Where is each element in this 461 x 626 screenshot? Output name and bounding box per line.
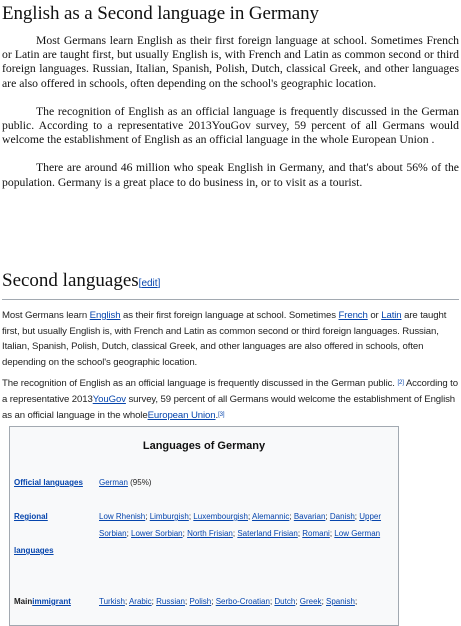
immigrant-language-link[interactable]: Russian bbox=[156, 597, 185, 606]
label-prefix: Main bbox=[14, 597, 33, 606]
text-run: Most Germans learn bbox=[2, 310, 90, 321]
essay-section bbox=[2, 0, 459, 190]
list-separator: ; bbox=[321, 597, 327, 606]
edit-link-wrapper bbox=[139, 278, 161, 289]
link-yougov[interactable]: YouGov bbox=[92, 393, 126, 405]
text-run: . bbox=[215, 409, 219, 421]
regional-languages-link[interactable] bbox=[14, 512, 54, 555]
link-french[interactable]: French bbox=[338, 310, 368, 321]
immigrant-language-link[interactable]: Turkish bbox=[99, 597, 125, 606]
essay-paragraph-1: Most Germans learn English as their first foreign language at school. Sometimes French or Latin are taught first, but usually English is, with French and Latin as common second or third foreign languages. Russian, Italian, Spanish, Polish, Dutch, classical Greek, and other languages are also offered in schools, often depending on the school's geographic location. bbox=[2, 34, 459, 90]
list-separator: ; bbox=[126, 529, 132, 538]
immigrant-languages-value bbox=[99, 593, 391, 610]
regional-languages-value bbox=[99, 508, 391, 542]
regional-language-link[interactable]: North Frisian bbox=[187, 529, 233, 538]
text-run: are taught first, but usually English is, with French and Latin as common second or third foreign languages. Russian, Italian, Spanish, Polish, Dutch, classical Greek, and other languages are also offered in schools, often depending on the school's geographic location. bbox=[2, 310, 447, 368]
immigrant-language-link[interactable]: Dutch bbox=[274, 597, 296, 606]
list-separator: ; bbox=[354, 597, 358, 606]
list-separator: ; bbox=[145, 512, 150, 521]
text-run: or bbox=[367, 310, 382, 321]
immigrant-language-link[interactable]: Spanish bbox=[326, 597, 355, 606]
regional-language-link[interactable]: Limburgish bbox=[149, 512, 189, 521]
immigrant-language-link[interactable]: Polish bbox=[189, 597, 212, 606]
immigrant-languages-label bbox=[14, 593, 94, 610]
list-separator: ; bbox=[185, 597, 190, 606]
essay-paragraph-3: There are around 46 million who speak English in Germany, and that's about 56% of the population. Germany is a great place to do business in, or to visit as a tourist. bbox=[2, 161, 459, 189]
list-separator: ; bbox=[182, 529, 188, 538]
regional-language-link[interactable]: Romani bbox=[302, 529, 330, 538]
list-separator: ; bbox=[269, 597, 275, 606]
edit-link[interactable]: edit bbox=[141, 278, 158, 289]
list-separator: ; bbox=[295, 597, 300, 606]
link-german[interactable]: German bbox=[99, 478, 128, 487]
list-separator: ; bbox=[297, 529, 303, 538]
link-european-union[interactable]: European Union bbox=[147, 409, 216, 421]
list-separator: ; bbox=[329, 529, 335, 538]
immigrant-language-link[interactable]: Serbo-Croatian bbox=[215, 597, 270, 606]
section-heading bbox=[2, 268, 459, 300]
regional-language-link[interactable]: Danish bbox=[329, 512, 355, 521]
list-separator: ; bbox=[325, 512, 330, 521]
text-run: According to a representative 2013 bbox=[2, 378, 458, 405]
wiki-paragraph-1 bbox=[2, 308, 459, 370]
label-line: languages bbox=[14, 546, 54, 555]
list-separator: ; bbox=[124, 597, 129, 606]
list-separator: ; bbox=[289, 512, 294, 521]
link-latin[interactable]: Latin bbox=[381, 310, 402, 321]
text-run: as their first foreign language at school. Sometimes bbox=[120, 310, 339, 321]
citation-2[interactable]: [2] bbox=[397, 380, 404, 387]
citation-3[interactable]: [3] bbox=[218, 411, 225, 418]
edit-bracket-close: ] bbox=[157, 278, 161, 289]
text-run: survey, 59 percent of all Germans would welcome the establishment of English as an official language in the whole bbox=[2, 393, 456, 421]
list-separator: ; bbox=[248, 512, 253, 521]
list-separator: ; bbox=[188, 512, 194, 521]
infobox-row-regional bbox=[14, 508, 396, 578]
official-percentage: (95%) bbox=[127, 478, 152, 487]
regional-language-link[interactable]: Upper Sorbian bbox=[99, 512, 382, 538]
official-languages-link[interactable]: Official languages bbox=[14, 478, 83, 487]
wiki-excerpt bbox=[2, 268, 459, 423]
list-separator: ; bbox=[232, 529, 238, 538]
essay-title: English as a Second language in Germany bbox=[2, 3, 319, 24]
list-separator: ; bbox=[354, 512, 360, 521]
regional-language-link[interactable]: Low German bbox=[334, 529, 381, 538]
edit-bracket-open: [ bbox=[138, 278, 142, 289]
official-languages-label bbox=[14, 474, 94, 491]
regional-language-link[interactable]: Luxembourgish bbox=[193, 512, 248, 521]
regional-language-link[interactable]: Alemannic bbox=[252, 512, 290, 521]
regional-languages-label bbox=[14, 508, 94, 559]
regional-language-link[interactable]: Low Rhenish bbox=[99, 512, 146, 521]
infobox-caption: Languages of Germany bbox=[142, 440, 266, 452]
text-run: The recognition of English as an official language is frequently discussed in the German public. bbox=[2, 378, 398, 390]
link-english[interactable]: English bbox=[89, 310, 121, 321]
wiki-paragraph-2 bbox=[2, 376, 459, 423]
section-heading-text: Second languages bbox=[2, 270, 139, 291]
list-separator: ; bbox=[151, 597, 157, 606]
regional-language-link[interactable]: Lower Sorbian bbox=[131, 529, 183, 538]
official-languages-value bbox=[99, 474, 391, 491]
languages-infobox bbox=[9, 426, 399, 626]
immigrant-language-link[interactable]: Greek bbox=[299, 597, 322, 606]
immigrant-language-link[interactable]: Arabic bbox=[128, 597, 152, 606]
list-separator: ; bbox=[211, 597, 216, 606]
regional-language-link[interactable]: Bavarian bbox=[293, 512, 326, 521]
essay-paragraph-2: The recognition of English as an official language is frequently discussed in the German public. According to a representative 2013YouGov survey, 59 percent of all Germans would welcome the establishment of English as an official language in the whole European Union . bbox=[2, 104, 459, 147]
label-line: Regional bbox=[14, 512, 48, 521]
immigrant-link[interactable]: immigrant bbox=[32, 597, 71, 606]
regional-language-link[interactable]: Saterland Frisian bbox=[237, 529, 298, 538]
